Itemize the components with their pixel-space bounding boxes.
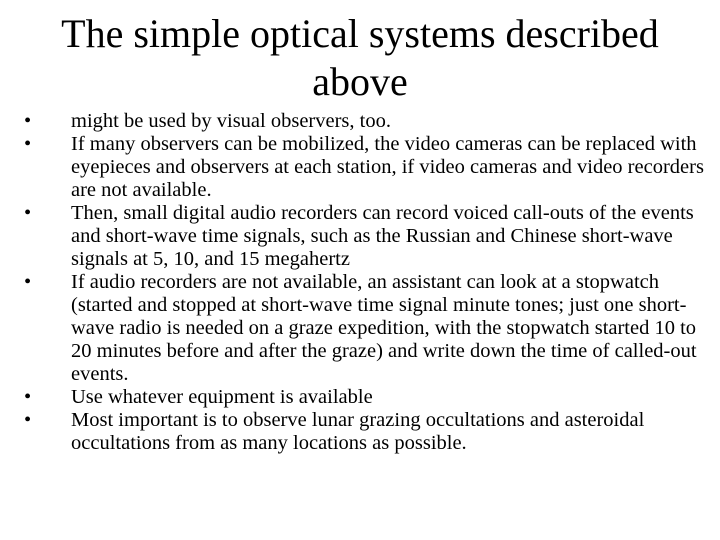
bullet-list xyxy=(24,110,704,455)
bullet-text: Most important is to observe lunar grazing occultations and asteroidal occultations from as many locations as possible. xyxy=(71,409,645,454)
bullet-dot-icon: • xyxy=(24,386,32,408)
bullet-dot-icon: • xyxy=(24,133,32,155)
bullet-dot-icon: • xyxy=(24,271,32,293)
bullet-text: Then, small digital audio recorders can record voiced call-outs of the events and short-wave time signals, such as the Russian and Chinese short-wave signals at 5, 10, and 15 megahertz xyxy=(71,202,694,270)
bullet-item xyxy=(24,202,704,271)
bullet-dot-icon: • xyxy=(24,409,32,431)
bullet-dot-icon: • xyxy=(24,110,32,132)
bullet-item xyxy=(24,386,704,409)
bullet-text: Use whatever equipment is available xyxy=(71,386,373,408)
bullet-text: If audio recorders are not available, an assistant can look at a stopwatch (started and stopped at short-wave time signal minute tones; just one short-wave radio is needed on a graze expedition, with the stopwatch started 10 to 20 minutes before and after the graze) and write down the time of called-out events. xyxy=(71,271,697,385)
bullet-item xyxy=(24,409,704,455)
bullet-item xyxy=(24,271,704,386)
bullet-text: If many observers can be mobilized, the video cameras can be replaced with eyepieces and observers at each station, if video cameras and video recorders are not available. xyxy=(71,133,704,201)
bullet-dot-icon: • xyxy=(24,202,32,224)
bullet-item xyxy=(24,110,704,133)
bullet-text: might be used by visual observers, too. xyxy=(71,110,391,132)
slide-title: The simple optical systems described above xyxy=(61,11,659,104)
bullet-item xyxy=(24,133,704,202)
